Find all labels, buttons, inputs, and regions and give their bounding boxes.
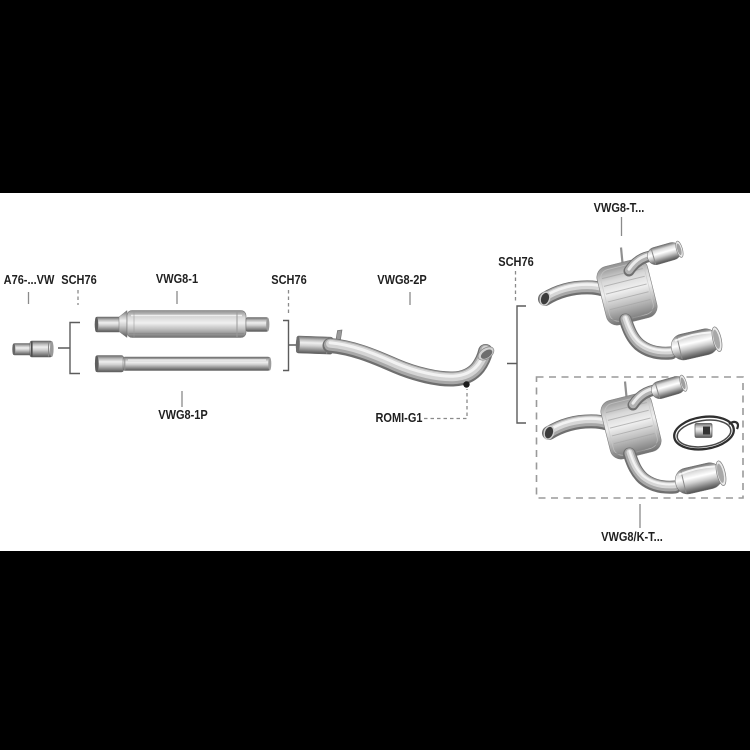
adapter-part [12, 341, 53, 357]
connecting-pipe-part [296, 330, 497, 388]
front-pipe-part [95, 356, 271, 373]
clamp-bracket-mid [283, 321, 297, 371]
leader-mounting [424, 389, 467, 419]
romi-connector [463, 381, 469, 387]
part-label-clamp-left: SCH76 [60, 273, 97, 287]
part-label-front-pipe: VWG8-1P [157, 408, 208, 422]
clamp-bracket-rear [507, 306, 526, 423]
valve-control-kit [672, 413, 738, 453]
part-label-adapter: A76-...VW [3, 273, 54, 287]
part-label-front-silencer: VWG8-1 [155, 272, 199, 286]
rear-silencer-part [539, 240, 724, 362]
clamp-bracket-left [58, 323, 80, 374]
part-label-clamp-mid: SCH76 [270, 273, 307, 287]
front-silencer-part [95, 311, 270, 338]
leader-lines [29, 217, 641, 528]
part-label-rear-silencer: VWG8-T... [593, 201, 645, 215]
part-label-mounting: ROMI-G1 [375, 411, 423, 425]
part-label-clamp-rear: SCH76 [498, 255, 534, 269]
part-label-connecting-pipe: VWG8-2P [377, 273, 427, 287]
pipe-bracket-tab [336, 330, 342, 340]
part-label-rear-silencer-valve: VWG8/K-T... [600, 530, 663, 544]
